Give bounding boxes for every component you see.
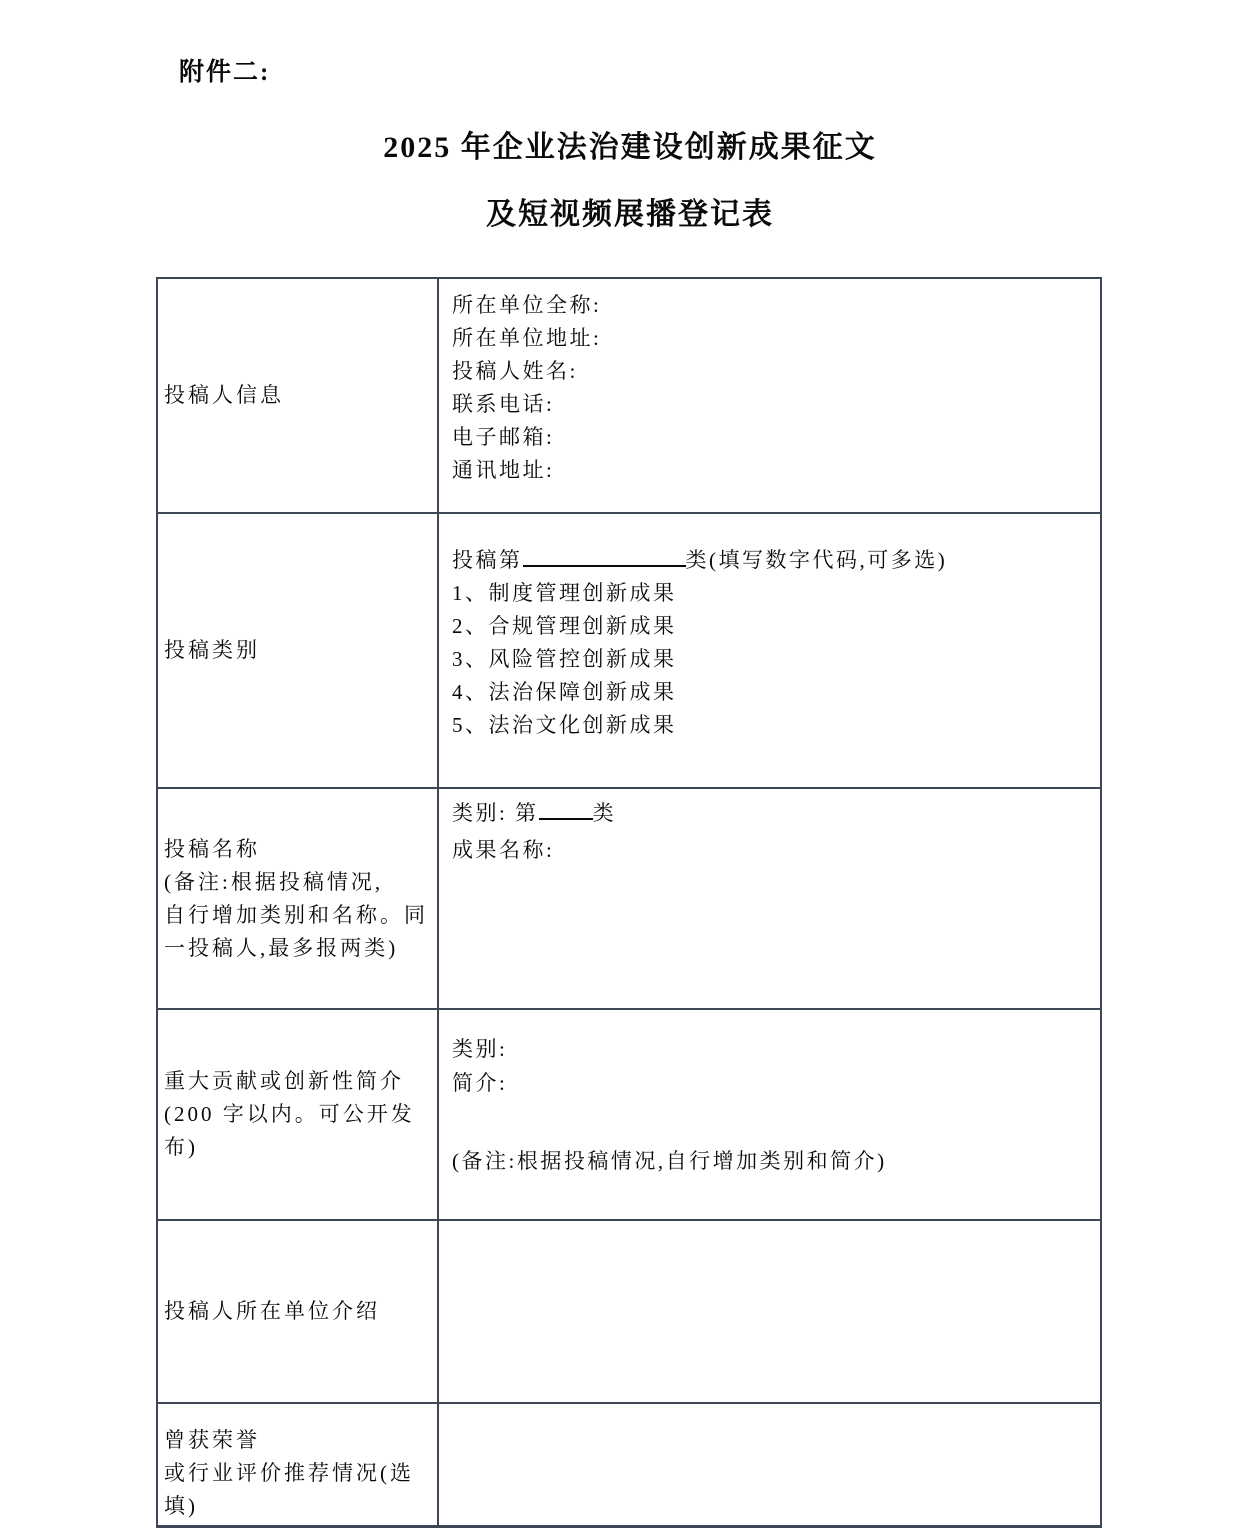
name-category-prefix: 类别: 第: [452, 801, 539, 825]
category-option-3: 3、风险管控创新成果: [452, 647, 677, 671]
row-content-category: [439, 514, 1100, 787]
row-content-honors: [439, 1404, 1100, 1525]
field-unit-address: 所在单位地址:: [452, 326, 602, 350]
fill-in-blank-underline: [539, 799, 593, 820]
row-label-unit-introduction: [158, 1221, 439, 1402]
category-fill-suffix: 类(填写数字代码,可多选): [685, 548, 948, 572]
attachment-label: 附件二:: [179, 59, 271, 86]
row-label-text: 投稿人所在单位介绍: [164, 1299, 380, 1323]
row-label-line-2: 或行业评价推荐情况(选: [164, 1461, 414, 1485]
row-label-note-line-3: 一投稿人,最多报两类): [164, 935, 399, 960]
row-label-text: 投稿人信息: [164, 383, 284, 407]
registration-table: [156, 277, 1102, 1528]
document-title-line-2: 及短视频展播登记表: [486, 198, 774, 231]
field-phone: 联系电话:: [452, 392, 555, 416]
row-content-unit-introduction: [439, 1221, 1100, 1402]
row-label-contributor-info: [158, 279, 439, 512]
row-content-contribution-intro: [439, 1010, 1100, 1219]
field-email: 电子邮箱:: [452, 425, 555, 449]
row-label-category: [158, 514, 439, 787]
category-option-1: 1、制度管理创新成果: [452, 581, 677, 605]
row-label-contribution-intro: [158, 1010, 439, 1219]
category-fill-prefix: 投稿第: [452, 548, 523, 572]
row-label-text: 投稿名称: [164, 836, 260, 861]
fill-in-blank-underline: [523, 546, 686, 567]
field-contributor-name: 投稿人姓名:: [452, 359, 578, 383]
field-category: 类别:: [452, 1037, 508, 1061]
field-mailing-address: 通讯地址:: [452, 458, 555, 482]
category-option-5: 5、法治文化创新成果: [452, 713, 677, 737]
category-option-4: 4、法治保障创新成果: [452, 680, 677, 704]
table-row-category: [158, 512, 1100, 787]
row-label-note-line-1: (备注:根据投稿情况,: [164, 869, 384, 894]
row-content-submission-name: [439, 789, 1100, 1008]
row-label-note-line-1: (200 字以内。可公开发: [164, 1102, 415, 1126]
document-title-line-1: 2025 年企业法治建设创新成果征文: [383, 131, 877, 164]
row-content-contributor-info: [439, 279, 1100, 512]
field-intro: 简介:: [452, 1071, 508, 1095]
category-option-2: 2、合规管理创新成果: [452, 614, 677, 638]
row-label-text: 重大贡献或创新性简介: [164, 1069, 404, 1093]
name-category-fill-line: [452, 795, 1092, 832]
category-fill-line: [452, 544, 1092, 577]
contribution-note: (备注:根据投稿情况,自行增加类别和简介): [452, 1149, 887, 1173]
row-label-honors: [158, 1404, 439, 1525]
field-achievement-name: 成果名称:: [452, 838, 555, 862]
table-row-honors: [158, 1402, 1100, 1525]
row-label-text: 曾获荣誉: [164, 1428, 260, 1452]
row-label-text: 投稿类别: [164, 638, 260, 662]
table-row-contribution-intro: [158, 1008, 1100, 1219]
field-unit-name: 所在单位全称:: [452, 293, 602, 317]
table-row-contributor-info: [158, 279, 1100, 512]
row-label-submission-name: [158, 789, 439, 1008]
table-row-submission-name: [158, 787, 1100, 1008]
row-label-note-line-2: 布): [164, 1135, 198, 1159]
name-category-suffix: 类: [592, 801, 617, 825]
row-label-note-line-2: 自行增加类别和名称。同: [164, 902, 428, 927]
table-row-unit-introduction: [158, 1219, 1100, 1402]
row-label-line-3: 填): [164, 1494, 198, 1518]
